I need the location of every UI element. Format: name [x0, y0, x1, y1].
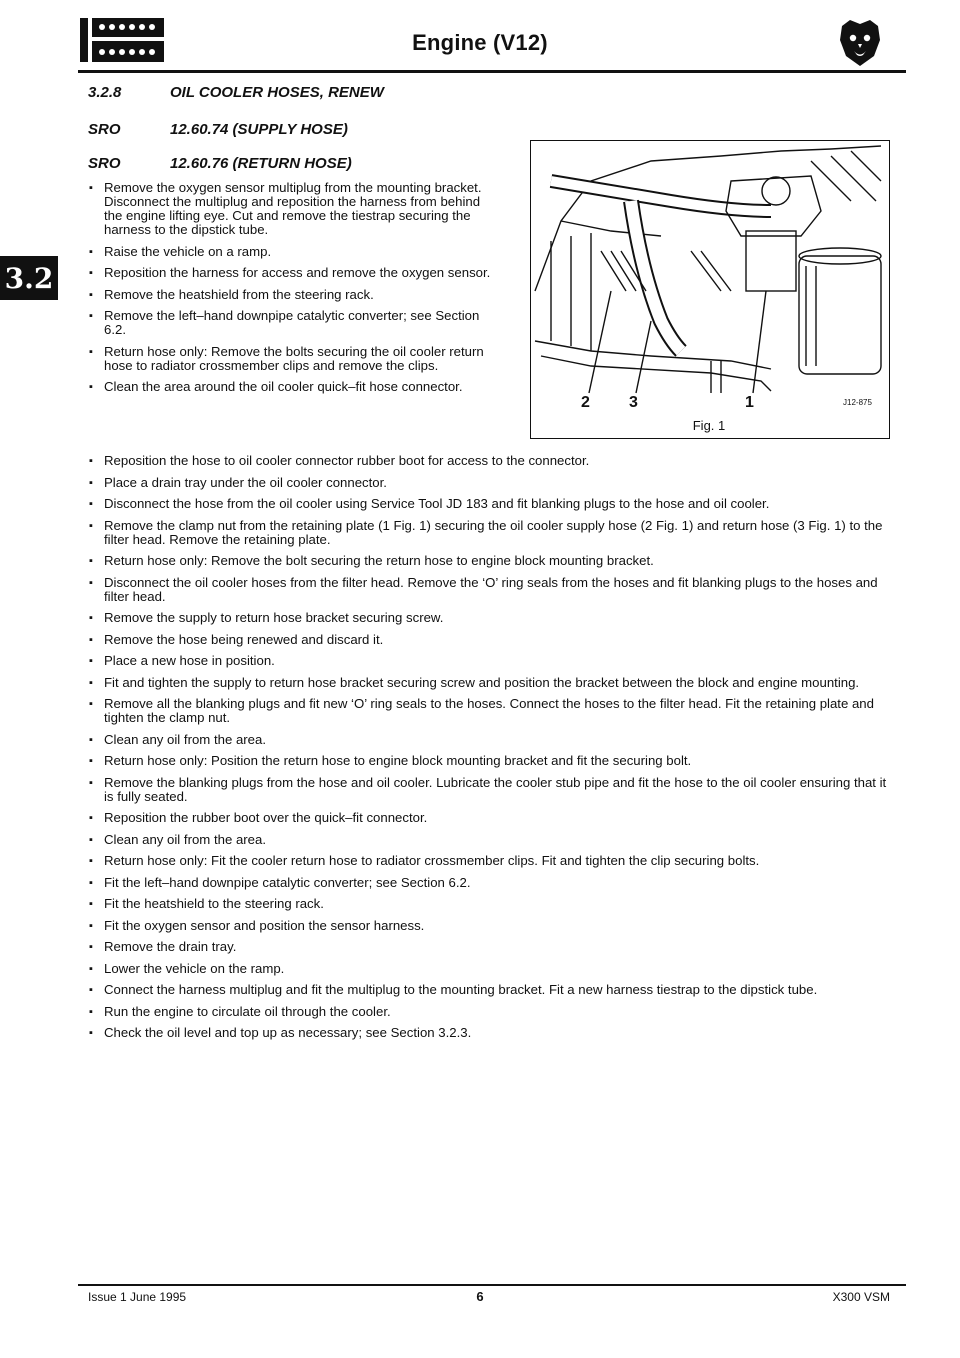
- figure-reference: J12-875: [843, 398, 872, 407]
- callout-label: 1: [745, 394, 754, 411]
- section-heading: [88, 84, 384, 101]
- list-item: ▪ Remove the hose being renewed and discard it.: [88, 633, 888, 647]
- list-item: ▪ Lower the vehicle on the ramp.: [88, 962, 888, 976]
- procedure-steps-lower: [88, 454, 888, 1048]
- list-item: ▪ Return hose only: Fit the cooler return hose to radiator crossmember clips. Fit and tighten the clip securing bolts.: [88, 854, 888, 868]
- callout-label: 2: [581, 394, 590, 411]
- list-item: ▪ Fit the left–hand downpipe catalytic converter; see Section 6.2.: [88, 876, 888, 890]
- list-item: ▪ Clean any oil from the area.: [88, 733, 888, 747]
- list-item: ▪ Remove the drain tray.: [88, 940, 888, 954]
- list-item: ▪ Fit the oxygen sensor and position the sensor harness.: [88, 919, 888, 933]
- footer-divider: [78, 1284, 906, 1286]
- list-item: ▪ Clean any oil from the area.: [88, 833, 888, 847]
- list-item: ▪ Disconnect the hose from the oil cooler using Service Tool JD 183 and fit blanking plugs to the hose and oil cooler.: [88, 497, 888, 511]
- procedure-steps-upper: [88, 181, 498, 402]
- list-item: ▪ Remove the heatshield from the steering rack.: [88, 288, 498, 302]
- list-item: ▪ Check the oil level and top up as necessary; see Section 3.2.3.: [88, 1026, 888, 1040]
- list-item: ▪ Reposition the rubber boot over the quick–fit connector.: [88, 811, 888, 825]
- section-tab: 3.2: [0, 256, 58, 300]
- page-header-title: Engine (V12): [412, 30, 548, 55]
- list-item: ▪ Remove the left–hand downpipe catalytic converter; see Section 6.2.: [88, 309, 498, 337]
- heading-number: 3.2.8: [88, 84, 122, 101]
- list-item: ▪ Reposition the hose to oil cooler connector rubber boot for access to the connector.: [88, 454, 888, 468]
- issue-date: Issue 1 June 1995: [88, 1290, 187, 1304]
- list-item: ▪ Raise the vehicle on a ramp.: [88, 245, 498, 259]
- heading-number: SRO: [88, 155, 121, 172]
- list-item: ▪ Remove all the blanking plugs and fit new ‘O’ ring seals to the hoses. Connect the hoses to the filter head. Fit the retaining plate and tighten the clamp nut.: [88, 697, 888, 725]
- list-item: ▪ Clean the area around the oil cooler quick–fit hose connector.: [88, 380, 498, 394]
- list-item: ▪ Return hose only: Remove the bolt securing the return hose to engine block mounting bracket.: [88, 554, 888, 568]
- heading-text: OIL COOLER HOSES, RENEW: [170, 84, 384, 101]
- list-item: ▪ Return hose only: Remove the bolts securing the oil cooler return hose to radiator crossmember clips and remove the clips.: [88, 345, 498, 373]
- list-item: ▪ Run the engine to circulate oil through the cooler.: [88, 1005, 888, 1019]
- list-item: ▪ Place a new hose in position.: [88, 654, 888, 668]
- list-item: ▪ Remove the blanking plugs from the hose and oil cooler. Lubricate the cooler stub pipe and fit the hose to the oil cooler ensuring that it is fully seated.: [88, 776, 888, 804]
- figure-caption: Fig. 1: [692, 418, 726, 433]
- list-item: ▪ Remove the clamp nut from the retaining plate (1 Fig. 1) securing the oil cooler supply hose (2 Fig. 1) and return hose (3 Fig. 1) to the filter head. Remove the retaining plate.: [88, 519, 888, 547]
- list-item: ▪ Connect the harness multiplug and fit the multiplug to the mounting bracket. Fit a new harness tiestrap to the dipstick tube.: [88, 983, 888, 997]
- list-item: ▪ Return hose only: Position the return hose to engine block mounting bracket and fit the securing bolt.: [88, 754, 888, 768]
- list-item: ▪ Remove the supply to return hose bracket securing screw.: [88, 611, 888, 625]
- oil-filter-illustration: [530, 140, 890, 439]
- jaguar-head-icon: [836, 18, 884, 68]
- heading-number: SRO: [88, 121, 121, 138]
- callout-label: 3: [629, 394, 638, 411]
- list-item: ▪ Fit and tighten the supply to return hose bracket securing screw and position the bracket between the block and engine mounting.: [88, 676, 888, 690]
- sro-heading-supply: [88, 121, 348, 138]
- list-item: ▪ Reposition the harness for access and remove the oxygen sensor.: [88, 266, 498, 280]
- list-item: ▪ Place a drain tray under the oil cooler connector.: [88, 476, 888, 490]
- sro-heading-return: [88, 155, 352, 172]
- heading-text: 12.60.74 (SUPPLY HOSE): [170, 121, 348, 138]
- list-item: ▪ Disconnect the oil cooler hoses from the filter head. Remove the ‘O’ ring seals from the hoses and fit blanking plugs to the hoses and filter head.: [88, 576, 888, 604]
- heading-text: 12.60.76 (RETURN HOSE): [170, 155, 352, 172]
- header-divider: [78, 70, 906, 73]
- document-code: X300 VSM: [832, 1290, 890, 1304]
- page-number: 6: [476, 1289, 484, 1304]
- list-item: ▪ Remove the oxygen sensor multiplug from the mounting bracket. Disconnect the multiplug and reposition the harness from behind the engine lifting eye. Cut and remove the tiestrap securing the harness to the dipstick tube.: [88, 181, 498, 237]
- list-item: ▪ Fit the heatshield to the steering rack.: [88, 897, 888, 911]
